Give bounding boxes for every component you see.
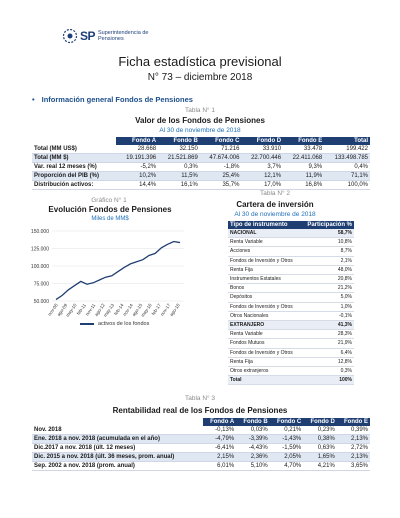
table-row bbox=[228, 367, 354, 376]
table-cell: 21,2% bbox=[301, 284, 354, 293]
table-row bbox=[228, 284, 354, 293]
table-header-row bbox=[32, 418, 370, 426]
table-cell: 8,7% bbox=[301, 247, 354, 256]
row-label: Proporción del PIB (%) bbox=[32, 172, 116, 181]
table-cell: 0,3% bbox=[158, 163, 200, 172]
column-header: Fondo E bbox=[283, 137, 324, 145]
table-cell: 1,65% bbox=[303, 453, 337, 462]
x-tick-label: nov-14 bbox=[121, 302, 134, 317]
series-line-activos bbox=[56, 242, 180, 300]
chart-legend bbox=[80, 321, 149, 327]
row-label: Total (MM US$) bbox=[32, 145, 116, 154]
logo-name: Superintendencia de Pensiones bbox=[98, 30, 149, 42]
row-label: Fondos Mutuos bbox=[228, 339, 301, 348]
table-row bbox=[32, 163, 370, 172]
table-cell: 25,4% bbox=[200, 172, 242, 181]
table-row bbox=[32, 172, 370, 181]
table-row bbox=[228, 265, 354, 274]
column-header: Participación % bbox=[301, 221, 354, 229]
table-cell: -1,43% bbox=[270, 435, 304, 444]
table-cell: 0,4% bbox=[324, 163, 370, 172]
table-row bbox=[32, 154, 370, 163]
table1-tag: Tabla N° 1 bbox=[184, 107, 216, 114]
column-header: Fondo D bbox=[303, 418, 337, 426]
row-label: Acciones bbox=[228, 247, 301, 256]
table-cell: 2,72% bbox=[337, 444, 370, 453]
table-row bbox=[32, 453, 370, 462]
table-cell: 0,39% bbox=[337, 426, 370, 435]
column-header bbox=[32, 137, 116, 145]
x-tick-label: nov-17 bbox=[159, 302, 172, 317]
x-tick-label: nov-08 bbox=[46, 302, 59, 317]
table-cell: 32.150 bbox=[158, 145, 200, 154]
x-tick-label: nov-11 bbox=[84, 302, 97, 317]
table-cell: -4,79% bbox=[203, 435, 236, 444]
table-cell: 0,21% bbox=[270, 426, 304, 435]
table-cell: 71.216 bbox=[200, 145, 242, 154]
y-tick-label: 50.000 bbox=[33, 298, 49, 305]
table-cell: 6,01% bbox=[203, 462, 236, 471]
table-cell: 0,3% bbox=[301, 367, 354, 376]
table-cell: -4,43% bbox=[236, 444, 270, 453]
x-tick-label: ago-18 bbox=[168, 302, 181, 318]
table-cell: 35,7% bbox=[200, 181, 242, 190]
row-label: Distribución activos: bbox=[32, 181, 116, 190]
table-cell: 2,15% bbox=[203, 453, 236, 462]
bullet-icon: • bbox=[32, 95, 35, 104]
table-row bbox=[32, 462, 370, 471]
table1-title: Valor de los Fondos de Pensiones bbox=[135, 116, 265, 125]
table-cell: 2,13% bbox=[337, 453, 370, 462]
x-tick-label: may-16 bbox=[139, 302, 153, 318]
table-cell: 17,0% bbox=[241, 181, 283, 190]
table-cell: 1,0% bbox=[301, 302, 354, 311]
table-cell: 5,10% bbox=[236, 462, 270, 471]
x-tick-label: ago-09 bbox=[56, 302, 69, 318]
table-cell: 10,2% bbox=[116, 172, 158, 181]
table-cell: 0,23% bbox=[303, 426, 337, 435]
table-cell: 0,63% bbox=[303, 444, 337, 453]
table-cell: 4,21% bbox=[303, 462, 337, 471]
row-label: Dic. 2015 a nov. 2018 (últ. 36 meses, prom. anual) bbox=[32, 453, 203, 462]
x-tick-label: feb-11 bbox=[75, 302, 87, 316]
table-cell: 2,1% bbox=[301, 256, 354, 265]
table-cell: 16,8% bbox=[283, 181, 324, 190]
table-cell: 21.521.869 bbox=[158, 154, 200, 163]
row-label: Renta Fija bbox=[228, 357, 301, 366]
table-cell: 21,9% bbox=[301, 339, 354, 348]
row-label: Instrumentos Estatales bbox=[228, 275, 301, 284]
column-header: Fondo A bbox=[203, 418, 236, 426]
row-label: Dic.2017 a nov. 2018 (últ. 12 meses) bbox=[32, 444, 203, 453]
table-cell: 58,7% bbox=[301, 229, 354, 238]
sp-logo bbox=[62, 28, 148, 44]
x-tick-label: ago-12 bbox=[93, 302, 106, 318]
table-cell: 12,8% bbox=[301, 357, 354, 366]
fund-value-table bbox=[32, 137, 370, 190]
row-label: Renta Variable bbox=[228, 238, 301, 247]
x-tick-label: feb-17 bbox=[150, 302, 163, 317]
table3-tag: Tabla N° 3 bbox=[184, 395, 216, 402]
table-row bbox=[32, 181, 370, 190]
y-tick-label: 100.000 bbox=[30, 263, 49, 270]
table-cell: 5,0% bbox=[301, 293, 354, 302]
row-label: Otros extranjeros bbox=[228, 367, 301, 376]
table-cell: -0,13% bbox=[203, 426, 236, 435]
table-cell: 20,8% bbox=[301, 275, 354, 284]
table-cell: 133.498.785 bbox=[324, 154, 370, 163]
row-label: Fondos de Inversión y Otros bbox=[228, 302, 301, 311]
table-cell: 0,03% bbox=[236, 426, 270, 435]
x-tick-label: ago-15 bbox=[131, 302, 144, 318]
table2-title: Cartera de inversión bbox=[236, 200, 314, 209]
table-cell: 33.910 bbox=[241, 145, 283, 154]
table-cell: 22.411.068 bbox=[283, 154, 324, 163]
chart-tag: Gráfico N° 1 bbox=[91, 197, 127, 204]
table-cell: -3,39% bbox=[236, 435, 270, 444]
table-cell: 19.191.396 bbox=[116, 154, 158, 163]
table-cell: 100,0% bbox=[324, 181, 370, 190]
table-cell: 48,0% bbox=[301, 265, 354, 274]
y-tick-label: 75.000 bbox=[33, 281, 49, 288]
table-row bbox=[228, 311, 354, 320]
table-cell: -1,8% bbox=[200, 163, 242, 172]
x-tick-label: may-13 bbox=[102, 302, 116, 318]
table-row bbox=[228, 229, 354, 238]
table-row bbox=[228, 302, 354, 311]
table-cell: 14,4% bbox=[116, 181, 158, 190]
table-row bbox=[228, 238, 354, 247]
table1-subtitle: Al 30 de noviembre de 2018 bbox=[159, 127, 241, 134]
table-row bbox=[32, 426, 370, 435]
table-cell: 33.478 bbox=[283, 145, 324, 154]
table2-tag: Tabla N° 2 bbox=[259, 190, 291, 197]
table-cell: 11,9% bbox=[283, 172, 324, 181]
y-tick-label: 150.000 bbox=[30, 228, 49, 235]
column-header bbox=[32, 418, 203, 426]
x-tick-label: may-10 bbox=[64, 302, 78, 318]
page-title: Ficha estadística previsional bbox=[118, 54, 282, 69]
column-header: Fondo B bbox=[158, 137, 200, 145]
column-header: Fondo D bbox=[241, 137, 283, 145]
funds-evolution-chart bbox=[28, 225, 190, 321]
table-row bbox=[228, 321, 354, 330]
row-label: Total (MM $) bbox=[32, 154, 116, 163]
table-cell: 10,8% bbox=[301, 238, 354, 247]
row-label: Total bbox=[228, 376, 301, 385]
row-label: Renta Variable bbox=[228, 330, 301, 339]
row-label: EXTRANJERO bbox=[228, 321, 301, 330]
table-cell: 12,1% bbox=[241, 172, 283, 181]
table-cell: -1,59% bbox=[270, 444, 304, 453]
column-header: Total bbox=[324, 137, 370, 145]
table-cell: 28,3% bbox=[301, 330, 354, 339]
table2-subtitle: Al 30 de noviembre de 2018 bbox=[234, 211, 316, 218]
column-header: Fondo A bbox=[116, 137, 158, 145]
row-label: Var. real 12 meses (%) bbox=[32, 163, 116, 172]
table-cell: 6,4% bbox=[301, 348, 354, 357]
table-cell: 11,5% bbox=[158, 172, 200, 181]
table3-title: Rentabilidad real de los Fondos de Pensiones bbox=[112, 406, 288, 415]
column-header: Fondo C bbox=[200, 137, 242, 145]
table-cell: 9,3% bbox=[283, 163, 324, 172]
column-header: Fondo E bbox=[337, 418, 370, 426]
table-row bbox=[228, 275, 354, 284]
row-label: Fondos de Inversión y Otros bbox=[228, 348, 301, 357]
table-cell: 3,65% bbox=[337, 462, 370, 471]
table-row bbox=[228, 293, 354, 302]
legend-swatch bbox=[80, 323, 94, 325]
table-cell: 3,7% bbox=[241, 163, 283, 172]
x-tick-label: feb-14 bbox=[113, 302, 125, 317]
table-row bbox=[32, 435, 370, 444]
table-row bbox=[32, 145, 370, 154]
table-cell: 28.668 bbox=[116, 145, 158, 154]
column-header: Fondo C bbox=[270, 418, 304, 426]
table-cell: 41,3% bbox=[301, 321, 354, 330]
y-tick-label: 125.000 bbox=[30, 246, 49, 253]
row-label: Renta Fija bbox=[228, 265, 301, 274]
table-row bbox=[228, 247, 354, 256]
table-header-row bbox=[228, 221, 354, 229]
sp-logo-mark-icon bbox=[62, 28, 78, 44]
row-label: Depósitos bbox=[228, 293, 301, 302]
table-row bbox=[228, 348, 354, 357]
table-cell: -0,1% bbox=[301, 311, 354, 320]
table-row bbox=[228, 330, 354, 339]
page-subtitle: N° 73 – diciembre 2018 bbox=[147, 72, 253, 83]
legend-label: activos de los fondos bbox=[98, 321, 150, 327]
row-label: Fondos de Inversión y Otros bbox=[228, 256, 301, 265]
table-row bbox=[228, 376, 354, 385]
table-cell: -6,41% bbox=[203, 444, 236, 453]
real-returns-table bbox=[32, 418, 370, 471]
row-label: Otros Nacionales bbox=[228, 311, 301, 320]
row-label: Sep. 2002 a nov. 2018 (prom. anual) bbox=[32, 462, 203, 471]
table-cell: 47.674.006 bbox=[200, 154, 242, 163]
table-cell: 199.422 bbox=[324, 145, 370, 154]
column-header: Tipo de instrumento bbox=[228, 221, 301, 229]
table-row bbox=[228, 339, 354, 348]
table-row bbox=[228, 256, 354, 265]
table-cell: 100% bbox=[301, 376, 354, 385]
table-cell: 4,70% bbox=[270, 462, 304, 471]
row-label: NACIONAL bbox=[228, 229, 301, 238]
table-cell: 2,13% bbox=[337, 435, 370, 444]
table-cell: 2,05% bbox=[270, 453, 304, 462]
table-cell: 0,38% bbox=[303, 435, 337, 444]
investment-portfolio-table bbox=[228, 221, 354, 385]
section-heading: • Información general Fondos de Pensiones bbox=[32, 95, 193, 104]
row-label: Nov. 2018 bbox=[32, 426, 203, 435]
chart-subtitle: Miles de MM$ bbox=[91, 216, 129, 222]
column-header: Fondo B bbox=[236, 418, 270, 426]
row-label: Ene. 2018 a nov. 2018 (acumulada en el año) bbox=[32, 435, 203, 444]
logo-acronym: SP bbox=[80, 29, 96, 43]
chart-title: Evolución Fondos de Pensiones bbox=[48, 205, 172, 214]
table-cell: 16,1% bbox=[158, 181, 200, 190]
table-cell: 71,1% bbox=[324, 172, 370, 181]
table-cell: 22.700.446 bbox=[241, 154, 283, 163]
table-row bbox=[228, 357, 354, 366]
table-header-row bbox=[32, 137, 370, 145]
table-row bbox=[32, 444, 370, 453]
table-cell: 2,36% bbox=[236, 453, 270, 462]
table-cell: -5,2% bbox=[116, 163, 158, 172]
row-label: Bonos bbox=[228, 284, 301, 293]
